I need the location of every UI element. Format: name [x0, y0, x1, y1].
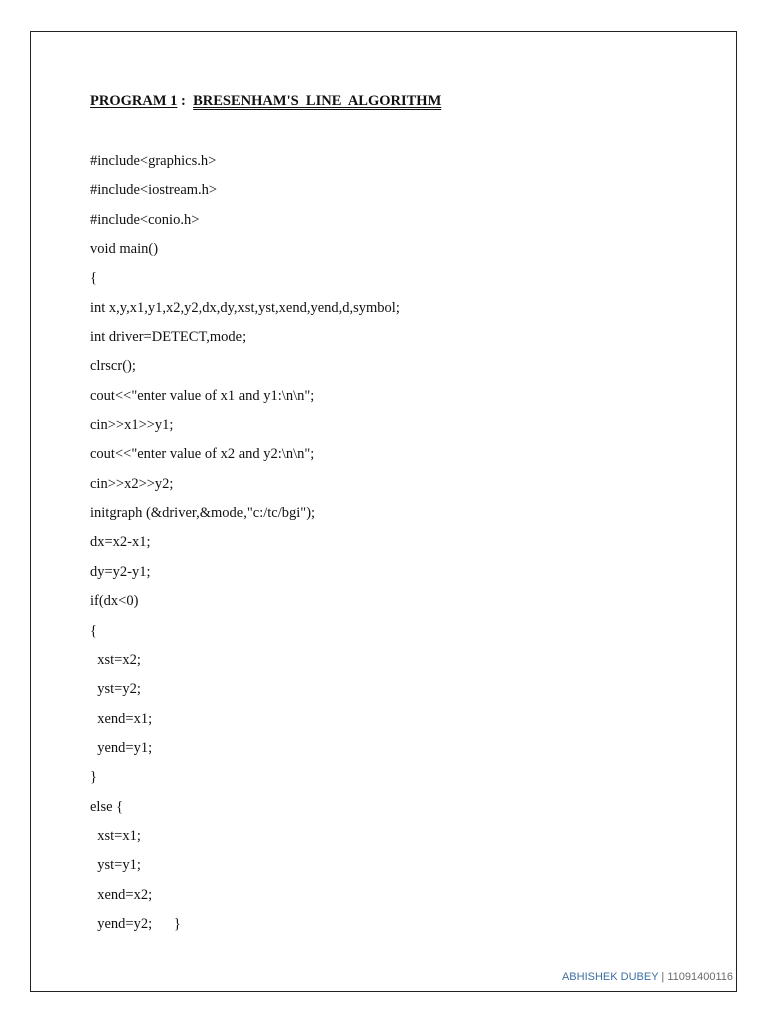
- code-line: cin>>x2>>y2;: [90, 475, 174, 492]
- code-line: {: [90, 622, 97, 639]
- code-line: yst=y2;: [90, 681, 141, 698]
- program-number: PROGRAM 1: [90, 93, 178, 109]
- code-line: cin>>x1>>y1;: [90, 417, 174, 434]
- code-line: int x,y,x1,y1,x2,y2,dx,dy,xst,yst,xend,yend,d,symbol;: [90, 299, 400, 316]
- code-line: xend=x1;: [90, 710, 153, 727]
- code-line: cout<<"enter value of x2 and y2:\n\n";: [90, 446, 315, 463]
- author-name: ABHISHEK DUBEY: [561, 971, 659, 983]
- code-line: else {: [90, 798, 124, 815]
- code-line: xst=x1;: [90, 827, 141, 844]
- code-line: #include<conio.h>: [90, 211, 200, 228]
- roll-number: 11091400116: [667, 971, 733, 983]
- code-line: #include<iostream.h>: [90, 182, 218, 199]
- code-line: xst=x2;: [90, 651, 141, 668]
- code-line: void main(): [90, 241, 159, 258]
- code-line: xend=x2;: [90, 886, 153, 903]
- heading-separator: :: [181, 93, 186, 109]
- code-listing: [90, 147, 400, 939]
- code-line: initgraph (&driver,&mode,"c:/tc/bgi");: [90, 505, 316, 522]
- code-line: clrscr();: [90, 358, 136, 375]
- document-page: [30, 31, 737, 992]
- program-title: BRESENHAM'S LINE ALGORITHM: [193, 93, 442, 109]
- code-line: yend=y1;: [90, 739, 153, 756]
- page-footer: [562, 971, 733, 983]
- code-line: }: [90, 769, 97, 786]
- code-line: int driver=DETECT,mode;: [90, 329, 247, 346]
- code-line: if(dx<0): [90, 593, 139, 610]
- program-heading: [90, 91, 441, 111]
- code-line: cout<<"enter value of x1 and y1:\n\n";: [90, 387, 315, 404]
- code-line: dy=y2-y1;: [90, 563, 151, 580]
- code-line: dx=x2-x1;: [90, 534, 151, 551]
- code-line: #include<graphics.h>: [90, 153, 217, 169]
- code-line: yend=y2; }: [90, 915, 181, 932]
- footer-separator: |: [661, 971, 665, 983]
- code-line: yst=y1;: [90, 857, 141, 874]
- code-line: {: [90, 270, 97, 287]
